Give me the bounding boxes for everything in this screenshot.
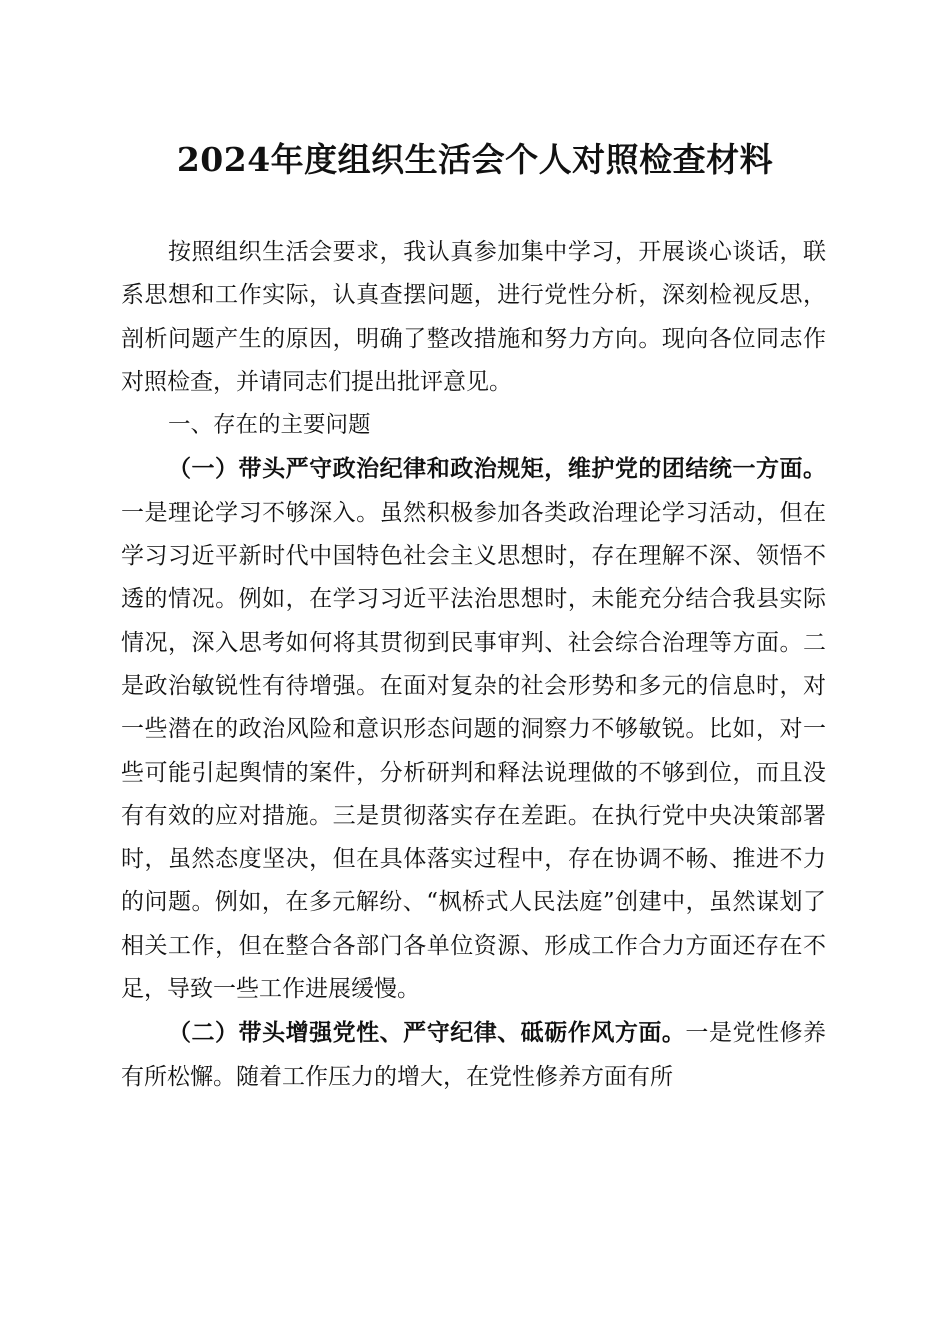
item-1-paragraph [121, 447, 826, 1011]
document-body [121, 231, 826, 1099]
section-heading: 一、存在的主要问题 [168, 412, 371, 439]
document-title: 2024年度组织生活会个人对照检查材料 [176, 140, 774, 179]
item-1-body: 一是理论学习不够深入。虽然积极参加各类政治理论学习活动，但在学习习近平新时代中国特色社会主义思想时，存在理解不深、领悟不透的情况。例如，在学习习近平法治思想时，未能充分结合我县实际情况，深入思考如何将其贯彻到民事审判、社会综合治理等方面。二是政治敏锐性有待增强。在面对复杂的社会形势和多元的信息时，对一些潜在的政治风险和意识形态问题的洞察力不够敏锐。比如，对一些可能引起舆情的案件，分析研判和释法说理做的不够到位，而且没有有效的应对措施。三是贯彻落实存在差距。在执行党中央决策部署时，虽然态度坚决，但在具体落实过程中，存在协调不畅、推进不力的问题。例如，在多元解纷、“枫桥式人民法庭”创建中，虽然谋划了相关工作，但在整合各部门各单位资源、形成工作合力方面还存在不足，导致一些工作进展缓慢。 [121, 499, 826, 1003]
item-1-heading: （一）带头严守政治纪律和政治规矩，维护党的团结统一方面。 [168, 455, 826, 483]
item-2-heading: （二）带头增强党性、严守纪律、砥砺作风方面。 [168, 1019, 686, 1047]
item-2-paragraph [121, 1011, 826, 1099]
intro-paragraph: 按照组织生活会要求，我认真参加集中学习，开展谈心谈话，联系思想和工作实际，认真查摆问题，进行党性分析，深刻检视反思，剖析问题产生的原因，明确了整改措施和努力方向。现向各位同志作对照检查，并请同志们提出批评意见。 [121, 239, 826, 395]
item-2-body: 一是党性修养有所松懈。随着工作压力的增大，在党性修养方面有所 [121, 1020, 827, 1090]
